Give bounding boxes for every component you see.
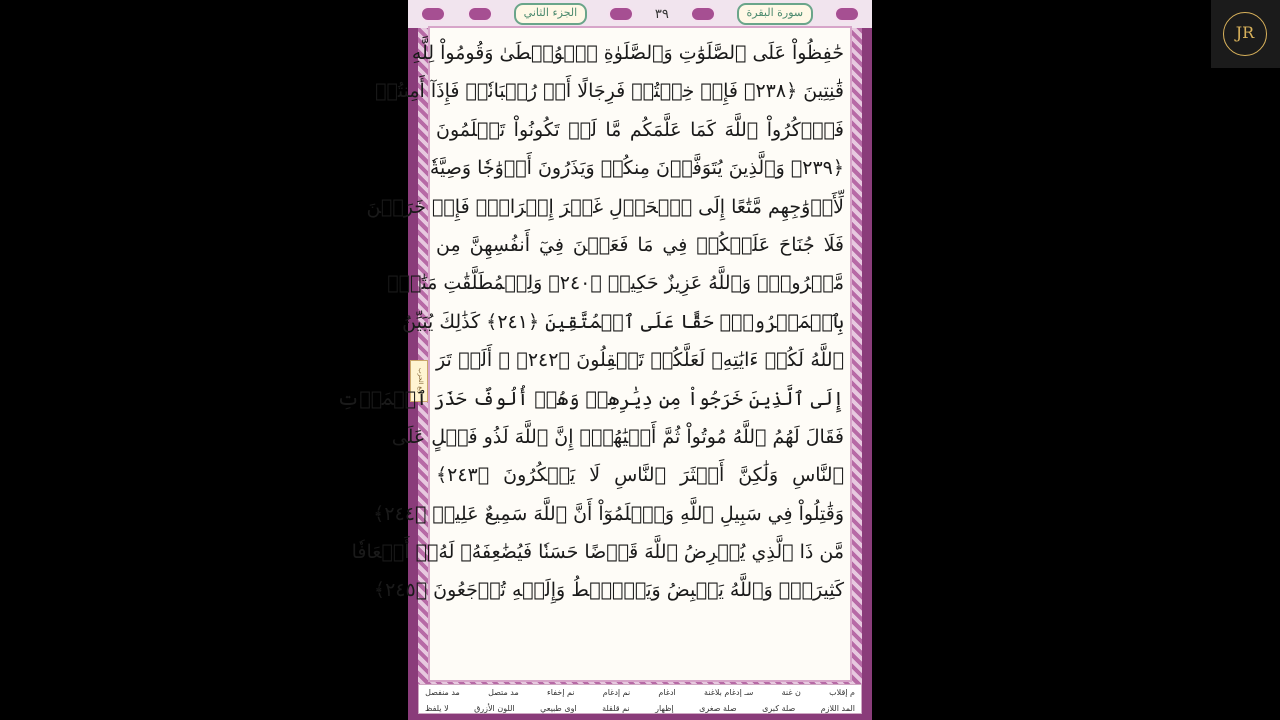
legend-item: ن غنة <box>781 688 801 697</box>
verse-line: حَٰفِظُواْ عَلَى ٱلصَّلَوَٰتِ وَٱلصَّلَوٰةِ ٱلۡوُسۡطَىٰ وَقُومُواْ لِلَّهِ <box>411 42 844 64</box>
channel-logo <box>1211 0 1280 68</box>
legend-item: صلة كبرى <box>762 704 796 713</box>
logo-icon: JR <box>1223 12 1267 56</box>
surah-label: سورة البقرة <box>737 3 814 25</box>
verse-line: فَقَالَ لَهُمُ ٱللَّهُ مُوتُواْ ثُمَّ أَحۡيَٰهُمۡۚ إِنَّ ٱللَّهَ لَذُو فَضۡلٍ عَلَى <box>391 425 844 448</box>
verse-line: ٱلنَّاسِ وَلَٰكِنَّ أَكۡثَرَ ٱلنَّاسِ لَا يَشۡكُرُونَ ﴿٢٤٣﴾ <box>436 464 844 487</box>
legend-item: صلة صغرى <box>699 704 737 713</box>
mushaf-page <box>337 0 872 720</box>
ornament-icon <box>467 6 493 22</box>
legend-item: ادغام <box>658 688 676 697</box>
legend-item: لا يلفظ <box>425 704 449 713</box>
legend-row <box>419 701 861 717</box>
hizb-marker: ربع الحزب <box>410 360 428 402</box>
legend-item: اللون الأزرق <box>474 704 515 713</box>
verse-line: فَلَا جُنَاحَ عَلَيۡكُمۡ فِي مَا فَعَلۡنَ فِيٓ أَنفُسِهِنَّ مِن <box>436 233 844 256</box>
ornament-icon <box>690 6 716 22</box>
legend-item: نم إخفاء <box>547 688 575 697</box>
verse-line: لِّأَزۡوَٰجِهِم مَّتَٰعًا إِلَى ٱلۡحَوۡلِ غَيۡرَ إِخۡرَاجٖۚ فَإِنۡ خَرَجۡنَ <box>366 195 844 218</box>
ornament-icon <box>420 6 446 22</box>
ornament-icon <box>834 6 860 22</box>
legend-item: نم إدغام <box>602 688 631 697</box>
legend-item: إظهار <box>655 704 674 713</box>
legend-item: مد منفصل <box>425 688 460 697</box>
ornament-icon <box>608 6 634 22</box>
verse-line: بِٱلۡمَعۡرُوفِۖ حَقًّا عَلَى ٱلۡمُتَّقِينَ ﴿٢٤١﴾ كَذَٰلِكَ يُبَيِّنُ <box>402 310 844 333</box>
page-header <box>408 0 872 28</box>
verse-line: مَّعۡرُوفٖۗ وَٱللَّهُ عَزِيزٌ حَكِيمٞ ﴿٢٤٠﴾ وَلِلۡمُطَلَّقَٰتِ مَتَٰعُۢ <box>387 272 844 295</box>
legend-item: اوى طبيعي <box>540 704 577 713</box>
page-number: ٣٩ <box>654 6 669 22</box>
juz-label: الجزء الثاني <box>514 3 588 25</box>
verse-line: مَّن ذَا ٱلَّذِي يُقۡرِضُ ٱللَّهَ قَرۡضًا حَسَنٗا فَيُضَٰعِفَهُۥ لَهُۥٓ أَضۡعَافٗا <box>351 541 844 564</box>
verse-line: وَقَٰتِلُواْ فِي سَبِيلِ ٱللَّهِ وَٱعۡلَمُوٓاْ أَنَّ ٱللَّهَ سَمِيعٌ عَلِيمٞ ﴿٢٤٤﴾ <box>373 502 844 525</box>
tajweed-legend <box>418 684 862 714</box>
legend-item: مد متصل <box>488 688 519 697</box>
verse-line: فَٱذۡكُرُواْ ٱللَّهَ كَمَا عَلَّمَكُم مَّا لَمۡ تَكُونُواْ تَعۡلَمُونَ <box>436 118 844 141</box>
legend-item: سـ إدغام بلاغنة <box>704 688 754 697</box>
verse-line: إِلَى ٱلَّذِينَ خَرَجُواْ مِن دِيَٰرِهِمۡ وَهُمۡ أُلُوفٌ حَذَرَ ٱلۡمَوۡتِ <box>337 387 844 410</box>
legend-item: المد اللازم <box>820 704 855 713</box>
verse-line: قَٰنِتِينَ ﴿٢٣٨﴾ فَإِنۡ خِفۡتُمۡ فَرِجَالًا أَوۡ رُكۡبَانٗاۖ فَإِذَآ أَمِنتُمۡ <box>375 80 844 103</box>
legend-row <box>419 685 861 701</box>
verse-line: ﴿٢٣٩﴾ وَٱلَّذِينَ يُتَوَفَّوۡنَ مِنكُمۡ وَيَذَرُونَ أَزۡوَٰجٗا وَصِيَّةٗ <box>429 157 844 180</box>
verse-line: كَثِيرَةٗۚ وَٱللَّهُ يَقۡبِضُ وَيَبۡصُۜطُ وَإِلَيۡهِ تُرۡجَعُونَ ﴿٢٤٥﴾ <box>373 579 844 602</box>
legend-item: نم قلقلة <box>602 704 630 713</box>
legend-item: م إقلاب <box>829 688 855 697</box>
verse-line: ٱللَّهُ لَكُمۡ ءَايَٰتِهِۦ لَعَلَّكُمۡ تَعۡقِلُونَ ﴿٢٤٢﴾ ۞ أَلَمۡ تَرَ <box>436 349 844 372</box>
